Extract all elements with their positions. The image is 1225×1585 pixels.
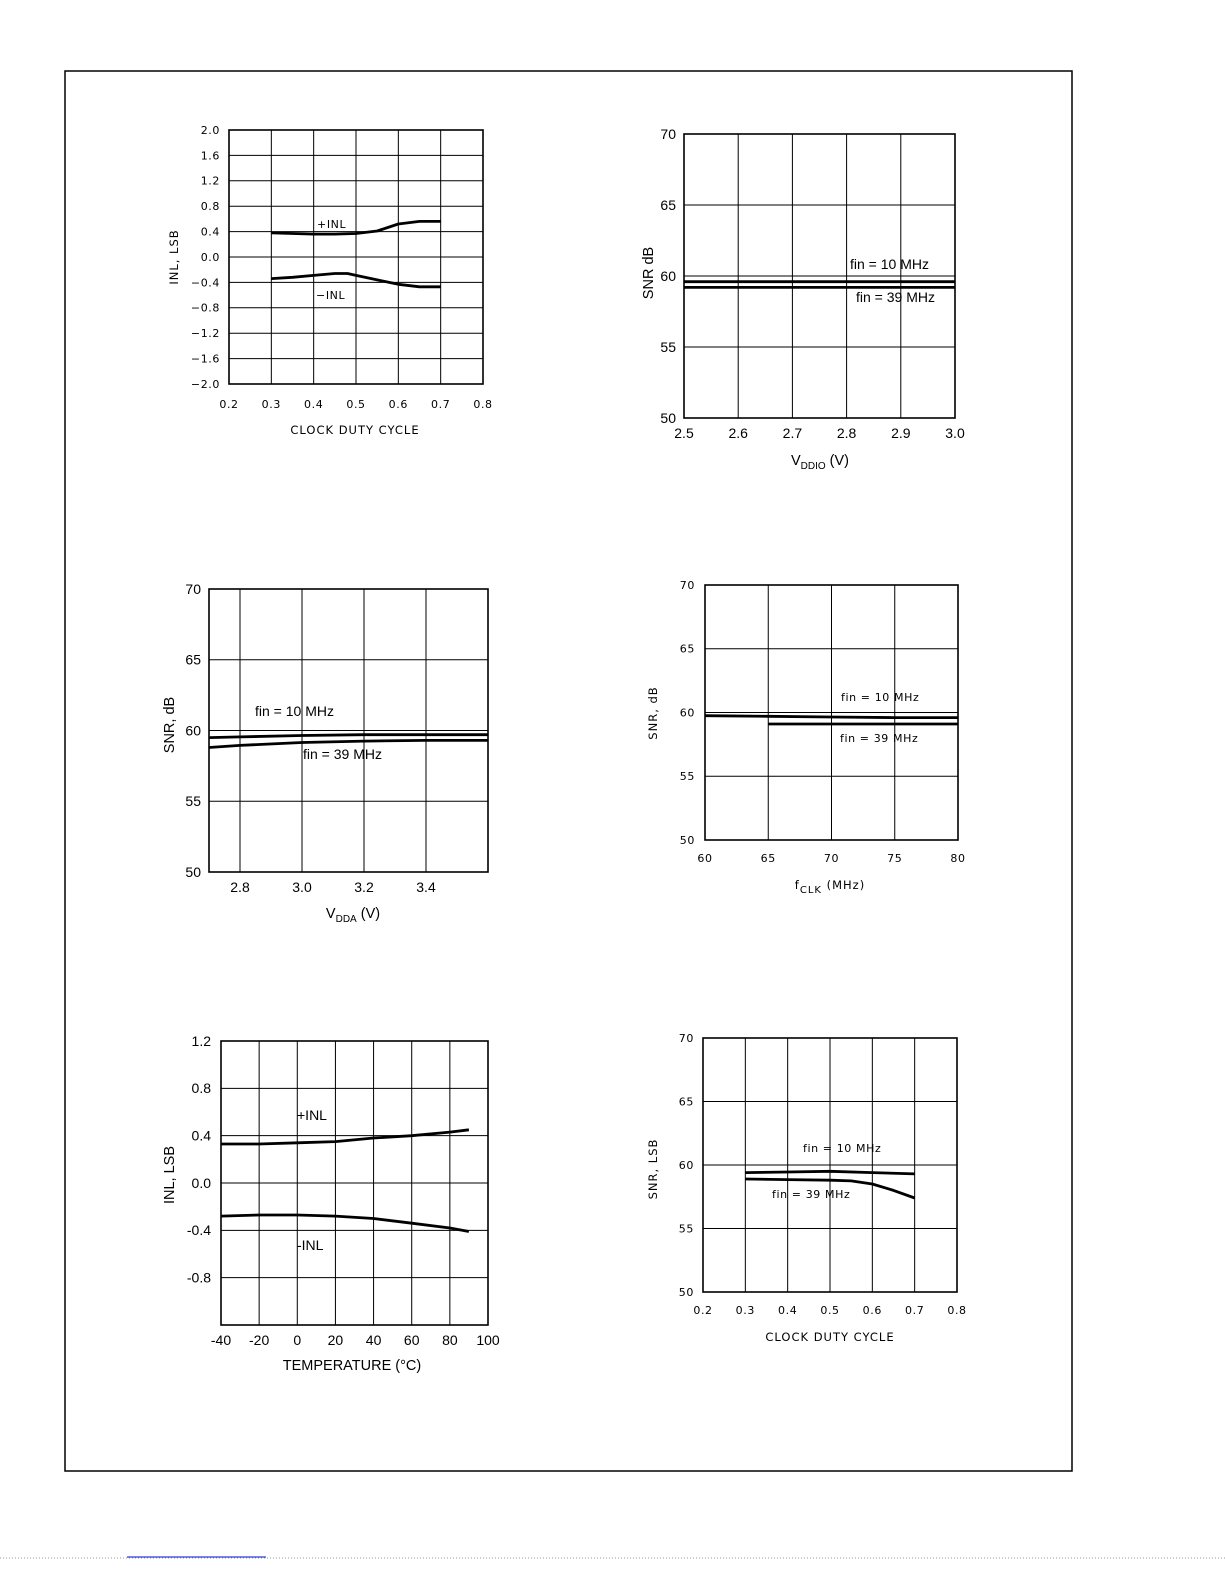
chart1-y-tick-label: −0.4 (190, 276, 220, 290)
chart5-x-tick-label: -20 (249, 1332, 270, 1348)
chart1-y-tick-label: −0.8 (190, 301, 220, 315)
chart1-y-tick-label: 0.8 (200, 200, 220, 214)
chart3-y-tick-label: 70 (185, 580, 201, 597)
chart6-y-tick-label: 70 (678, 1031, 694, 1045)
chart-3 (162, 581, 488, 925)
chart3-series-1-line (209, 735, 488, 738)
chart3-x-tick-label: 3.4 (416, 879, 436, 895)
chart3-series-1-label: fin = 10 MHz (255, 703, 334, 719)
chart1-x-tick-label: 0.2 (219, 398, 239, 411)
chart6-x-tick-label: 0.2 (693, 1304, 713, 1317)
chart1-x-tick-label: 0.3 (261, 398, 281, 411)
chart3-series-2-label: fin = 39 MHz (303, 746, 382, 762)
chart1-y-tick-label: −1.2 (190, 327, 220, 341)
chart5-x-tick-label: 40 (365, 1332, 382, 1348)
chart4-y-axis-label: SNR, dB (646, 686, 660, 740)
chart5-series-2-label: -INL (297, 1237, 324, 1253)
chart4-x-tick-label: 60 (697, 852, 713, 865)
chart4-x-tick-label: 75 (887, 852, 903, 865)
chart1-x-tick-label: 0.6 (388, 398, 408, 411)
chart6-x-tick-label: 0.5 (820, 1304, 840, 1317)
chart2-x-tick-label: 2.6 (728, 425, 748, 441)
chart2-y-axis-label: SNR dB (641, 246, 657, 300)
chart3-x-axis-label-unit: (V) (356, 906, 381, 922)
chart3-y-tick-label: 50 (185, 863, 201, 880)
chart5-y-tick-label: 0.8 (191, 1080, 211, 1097)
chart2-y-tick-label: 55 (660, 338, 676, 355)
chart1-y-axis-label: INL, LSB (167, 229, 181, 285)
chart5-series-2-line (221, 1215, 469, 1232)
chart5-x-tick-label: 20 (327, 1332, 344, 1348)
chart6-y-tick-label: 50 (678, 1285, 694, 1299)
chart1-x-axis-label (290, 423, 419, 437)
chart2-x-tick-label: 2.5 (674, 425, 694, 441)
chart2-series-1-label: fin = 10 MHz (850, 256, 929, 272)
chart2-x-axis-label-unit: (V) (825, 453, 850, 469)
chart4-y-tick-label: 70 (679, 578, 695, 592)
chart1-y-tick-label: −2.0 (190, 377, 220, 391)
chart1-x-tick-label: 0.8 (473, 398, 493, 411)
chart4-x-tick-label: 80 (950, 852, 966, 865)
chart1-x-tick-label: 0.7 (431, 398, 451, 411)
chart4-series-1-line (705, 716, 958, 718)
chart2-y-tick-label: 65 (660, 196, 676, 213)
chart1-y-tick-label: 0.0 (200, 250, 220, 264)
chart3-y-tick-label: 55 (185, 793, 201, 810)
chart2-y-tick-label: 60 (660, 267, 676, 284)
chart3-x-axis-label (326, 906, 380, 925)
chart3-x-axis-label-main: V (325, 906, 336, 922)
chart1-series-2-label: −INL (316, 289, 346, 302)
chart5-x-tick-label: 100 (476, 1332, 500, 1348)
chart3-x-tick-label: 2.8 (230, 879, 250, 895)
chart-6 (646, 1032, 967, 1344)
chart1-y-tick-label: 1.2 (200, 174, 220, 188)
chart5-series-1-line (221, 1130, 469, 1144)
chart6-series-2-label: fin = 39 MHz (772, 1188, 851, 1201)
chart5-x-tick-label: 0 (293, 1332, 302, 1348)
chart5-x-axis-label (283, 1358, 421, 1374)
chart4-x-axis-label-unit: (MHz) (821, 878, 866, 892)
chart2-series-2-label: fin = 39 MHz (856, 289, 935, 305)
chart5-x-tick-label: 80 (442, 1332, 458, 1348)
chart4-y-tick-label: 50 (679, 833, 695, 847)
chart1-y-tick-label: 2.0 (200, 123, 220, 137)
chart4-x-axis-label-subscript: CLK (799, 885, 822, 896)
chart3-x-tick-label: 3.0 (292, 879, 312, 895)
chart3-y-tick-label: 60 (185, 722, 201, 739)
chart-1 (167, 124, 493, 437)
chart5-y-tick-label: -0.4 (186, 1222, 211, 1239)
chart3-x-tick-label: 3.2 (354, 879, 374, 895)
chart6-x-tick-label: 0.6 (862, 1304, 882, 1317)
chart3-y-tick-label: 65 (185, 651, 201, 668)
chart3-x-axis-label-subscript: DDA (335, 914, 357, 925)
chart4-x-axis-label (795, 878, 865, 896)
chart5-series-1-label: +INL (297, 1107, 327, 1123)
chart6-y-tick-label: 65 (678, 1095, 694, 1109)
chart2-x-tick-label: 2.8 (836, 425, 857, 441)
chart1-x-tick-label: 0.5 (346, 398, 366, 411)
chart5-x-tick-label: 60 (403, 1332, 420, 1348)
chart1-series-1-label: +INL (317, 218, 347, 231)
chart4-y-tick-label: 65 (679, 642, 695, 656)
chart4-x-tick-label: 70 (823, 852, 840, 865)
chart2-x-tick-label: 3.0 (945, 425, 965, 441)
chart6-x-tick-label: 0.8 (947, 1304, 967, 1317)
chart6-y-tick-label: 60 (678, 1158, 694, 1172)
chart5-y-axis-label: INL, LSB (162, 1145, 178, 1205)
chart2-y-tick-label: 50 (660, 409, 676, 426)
chart6-x-axis-label (765, 1330, 894, 1344)
chart4-series-1-label: fin = 10 MHz (841, 691, 920, 704)
chart4-x-axis-label-main: f (794, 878, 800, 892)
chart1-y-tick-label: 1.6 (200, 149, 220, 163)
chart2-x-axis-label-main: V (790, 453, 801, 469)
chart-5 (162, 1033, 500, 1374)
chart-2 (641, 126, 965, 472)
chart5-y-tick-label: 0.4 (191, 1127, 211, 1144)
chart1-y-tick-label: 0.4 (200, 225, 220, 239)
chart5-y-tick-label: 0.0 (191, 1174, 211, 1191)
chart2-x-axis-label (791, 453, 849, 472)
chart3-y-axis-label: SNR, dB (162, 696, 178, 754)
chart6-x-axis-label-main: CLOCK DUTY CYCLE (765, 1330, 895, 1344)
chart1-x-tick-label: 0.4 (304, 398, 324, 411)
chart4-y-tick-label: 55 (679, 770, 695, 784)
chart2-y-tick-label: 70 (660, 125, 676, 142)
chart4-x-tick-label: 65 (760, 852, 776, 865)
chart1-x-axis-label-main: CLOCK DUTY CYCLE (290, 423, 420, 437)
chart4-series-2-label: fin = 39 MHz (840, 732, 919, 745)
chart6-x-tick-label: 0.3 (735, 1304, 755, 1317)
chart5-y-tick-label: 1.2 (191, 1032, 211, 1049)
chart6-x-tick-label: 0.4 (778, 1304, 798, 1317)
chart6-x-tick-label: 0.7 (905, 1304, 925, 1317)
chart1-y-tick-label: −1.6 (190, 352, 220, 366)
chart4-y-tick-label: 60 (679, 706, 695, 720)
chart5-x-tick-label: -40 (210, 1332, 232, 1348)
chart6-y-axis-label: SNR, LSB (646, 1138, 660, 1200)
chart5-x-axis-label-main: TEMPERATURE (°C) (282, 1358, 422, 1374)
chart2-x-tick-label: 2.7 (782, 425, 803, 441)
chart2-x-tick-label: 2.9 (891, 425, 911, 441)
chart2-x-axis-label-subscript: DDIO (800, 461, 826, 472)
chart6-y-tick-label: 55 (678, 1222, 694, 1236)
chart6-series-1-label: fin = 10 MHz (803, 1142, 882, 1155)
chart-4 (646, 579, 966, 896)
chart5-y-tick-label: -0.8 (186, 1269, 211, 1286)
